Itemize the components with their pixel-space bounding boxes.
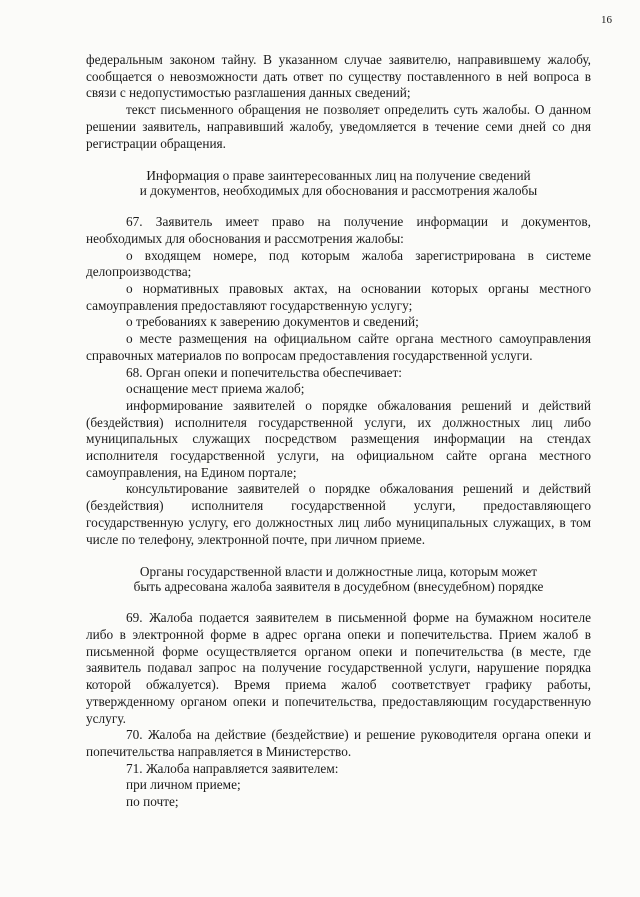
paragraph-71-item: по почте; (126, 794, 179, 810)
paragraph-continuation: федеральным законом тайну. В указанном случае заявителю, направившему жалобу, сообщается о невозможности дать ответ по существу поставленного в ней вопроса в связи с недопустимостью разглашения данных сведений; (86, 52, 591, 101)
paragraph-67-item: о требованиях к заверению документов и сведений; (126, 314, 419, 330)
heading-line: Информация о праве заинтересованных лиц на получение сведений (146, 168, 531, 184)
paragraph-68-item: информирование заявителей о порядке обжалования решений и действий (бездействия) исполнителя государственной услуги, их должностных лиц либо муниципальных служащих посредством размещения информации на стендах исполнителя государственной услуги, на официальном сайте органа местного самоуправления, на Едином портале; (86, 397, 591, 480)
heading-line: быть адресована жалоба заявителя в досудебном (внесудебном) порядке (133, 579, 544, 595)
paragraph-67-item: о нормативных правовых актах, на основании которых органы местного самоуправления предоставляют государственную услугу; (86, 281, 591, 313)
paragraph-71: 71. Жалоба направляется заявителем: (126, 760, 339, 776)
heading-line: и документов, необходимых для обоснования и рассмотрения жалобы (139, 183, 538, 199)
heading-line: Органы государственной власти и должностные лица, которым может (139, 564, 538, 580)
section-heading-information-rights (86, 168, 591, 198)
paragraph-68: 68. Орган опеки и попечительства обеспечивает: (126, 364, 402, 380)
paragraph-70: 70. Жалоба на действие (бездействие) и решение руководителя органа опеки и попечительства направляется в Министерство. (86, 727, 591, 759)
paragraph-67-item: о входящем номере, под которым жалоба зарегистрирована в системе делопроизводства; (86, 247, 591, 280)
paragraph-68-item: консультирование заявителей о порядке обжалования решений и действий (бездействия) исполнителя государственной услуги, предоставляющего государственную услугу, его должностных лиц либо муниципальных служащих, в том числе по телефону, электронной почте, при личном приеме. (86, 481, 591, 547)
section-heading-authorities (86, 564, 591, 594)
document-body (86, 52, 591, 811)
paragraph-67-item: о месте размещения на официальном сайте органа местного самоуправления справочных материалов по вопросам предоставления государственной услуги. (86, 331, 591, 363)
page-number: 16 (601, 14, 612, 26)
paragraph-69: 69. Жалоба подается заявителем в письменной форме на бумажном носителе либо в электронной форме в адрес органа опеки и попечительства. Прием жалоб в письменной форме осуществляется органом опеки и попечительства (в месте, где заявитель подавал запрос на получение государственной услуги, нарушение порядка которой обжалуется). Время приема жалоб соответствует графику работы, утвержденному органом опеки и попечительства, предоставляющим государственную услугу. (86, 610, 591, 726)
paragraph-67: 67. Заявитель имеет право на получение информации и документов, необходимых для обоснования и рассмотрения жалобы: (86, 214, 591, 246)
paragraph-complaint-text: текст письменного обращения не позволяет определить суть жалобы. О данном решении заявитель, направивший жалобу, уведомляется в течение семи дней со дня регистрации обращения. (86, 102, 591, 151)
paragraph-71-item: при личном приеме; (126, 777, 241, 793)
paragraph-68-item: оснащение мест приема жалоб; (126, 381, 305, 397)
